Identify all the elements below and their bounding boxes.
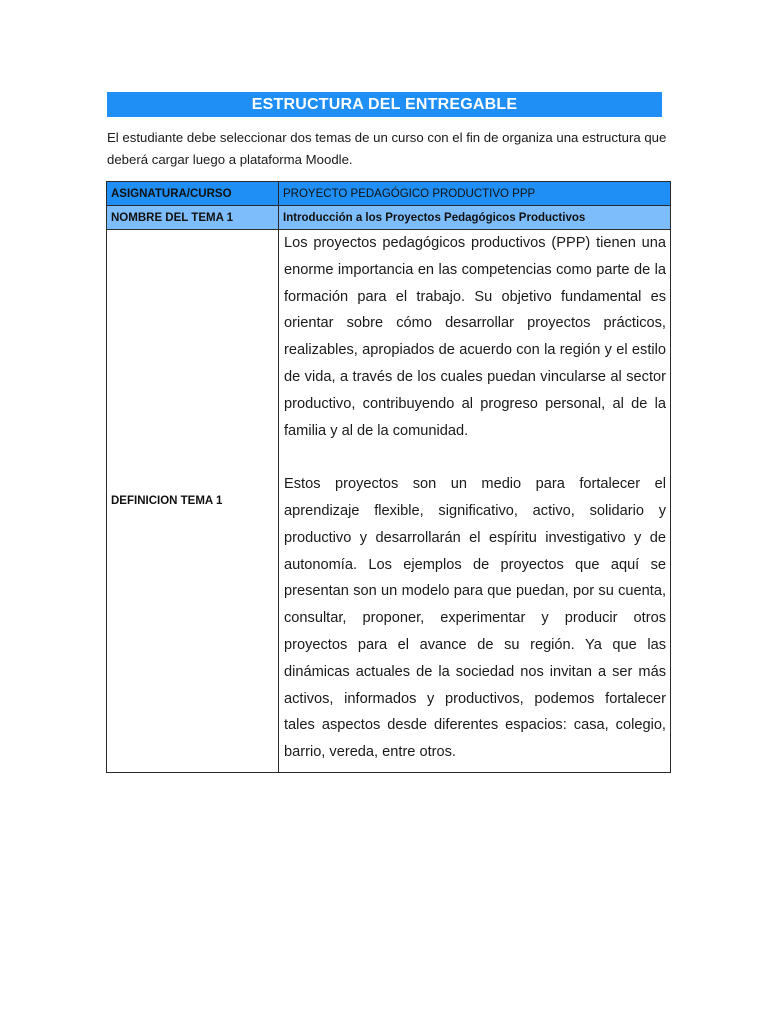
- table-row-definition: [107, 230, 671, 773]
- definition-label: DEFINICION TEMA 1: [107, 230, 279, 773]
- definition-paragraph-1: Los proyectos pedagógicos productivos (PPP) tienen una enorme importancia en las competencias como parte de la formación para el trabajo. Su objetivo fundamental es orientar sobre cómo desarrollar proyectos prácticos, realizables, apropiados de acuerdo con la región y el estilo de vida, a través de los cuales puedan vincularse al sector productivo, contribuyendo al progreso personal, al de la familia y al de la comunidad.: [284, 235, 666, 439]
- course-label: ASIGNATURA/CURSO: [107, 182, 279, 206]
- course-value: PROYECTO PEDAGÓGICO PRODUCTIVO PPP: [279, 182, 671, 206]
- topic-label: NOMBRE DEL TEMA 1: [107, 206, 279, 230]
- table-row-topic: [107, 206, 671, 230]
- document-title: ESTRUCTURA DEL ENTREGABLE: [107, 92, 662, 117]
- intro-text: El estudiante debe seleccionar dos temas de un curso con el fin de organiza una estructura que deberá cargar luego a plataforma Moodle.: [107, 130, 667, 167]
- deliverable-table: [106, 181, 671, 773]
- definition-value: [279, 230, 671, 773]
- topic-value: Introducción a los Proyectos Pedagógicos Productivos: [279, 206, 671, 230]
- table-row-course: [107, 182, 671, 206]
- definition-paragraph-2: Estos proyectos son un medio para fortalecer el aprendizaje flexible, significativo, activo, solidario y productivo y desarrollarán el espíritu investigativo y de autonomía. Los ejemplos de proyectos que aquí se presentan son un modelo para que puedan, por su cuenta, consultar, proponer, experimentar y producir otros proyectos para el avance de su región. Ya que las dinámicas actuales de la sociedad nos invitan a ser más activos, informados y productivos, podemos fortalecer tales aspectos desde diferentes espacios: casa, colegio, barrio, vereda, entre otros.: [284, 476, 666, 761]
